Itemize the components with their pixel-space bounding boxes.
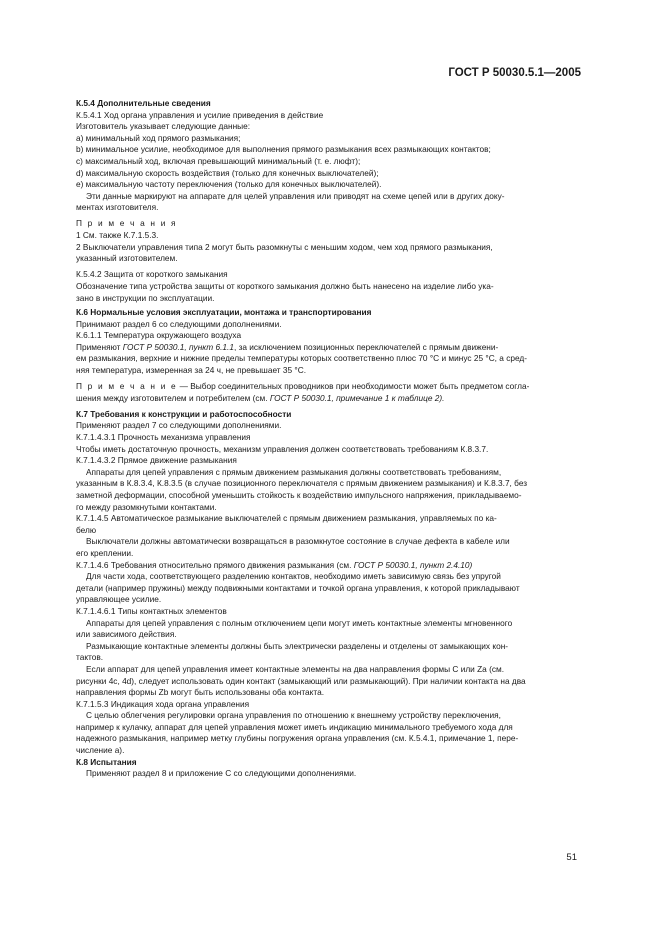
paragraph [76,618,582,641]
text-line: например к кулачку, аппарат для цепей управления может иметь индикацию минимального требуемого хода для [76,721,513,732]
text-line [76,342,498,352]
text-line: указанным в К.8.3.4, К.8.3.5 (в случае позиционного переключателя с прямым движением размыкания) и К.8.3.7, без [76,478,528,489]
text-line: его креплении. [76,547,134,558]
text-line: белю [76,524,97,535]
text-line: ем размыкания, верхние и нижние пределы температуры которых соответственно плюс 70 °С и минус 25 °С, а сред- [76,353,528,364]
subsection-k71431: К.7.1.4.3.1 Прочность механизма управления [76,432,251,443]
paragraph [76,641,582,664]
text-line: Обозначение типа устройства защиты от короткого замыкания должно быть нанесено на изделие либо ука- [76,280,494,291]
text-line: числение а). [76,745,125,756]
paragraph: Применяют раздел 7 со следующими дополнениями. [76,420,282,431]
document-body [76,98,582,780]
subsection-k7146 [76,560,582,572]
paragraph: Принимают раздел 6 со следующими дополнениями. [76,318,282,329]
text-run: , за исключением позиционных переключателей с прямым движени- [233,341,499,352]
paragraph: Чтобы иметь достаточную прочность, механизм управления должен соответствовать требованиям К.8.3.7. [76,443,489,454]
list-item-e: e) максимальную частоту переключения (только для конечных выключателей). [76,179,382,190]
text-line: Размыкающие контактные элементы должны быть электрически разделены и отделены от замыкающих кон- [86,640,509,651]
note [76,381,582,404]
paragraph [76,664,582,699]
text-line [76,393,444,403]
paragraph [76,536,582,559]
subsection-k7145 [76,513,582,536]
text-line: Выключатели должны автоматически возвращаться в разомкнутое состояние в случае дефекта в кабеле или [86,536,510,547]
subsection-k541: К.5.4.1 Ход органа управления и усилие приведения в действие [76,109,324,120]
subsection-k71432: К.7.1.4.3.2 Прямое движение размыкания [76,455,237,466]
text-line: зано в инструкции по эксплуатации. [76,292,215,303]
paragraph [76,191,582,214]
text-line: К.7.1.4.5 Автоматическое размыкание выключателей с прямым движением размыкания, управляемых по ка- [76,513,497,524]
text-line: указанный изготовителем. [76,253,178,264]
list-item-c: c) максимальный ход, включая превышающий минимальный (т. е. люфт); [76,155,361,166]
paragraph [76,710,582,756]
text-line: няя температура, измеренная за 24 ч, не превышает 35 °С. [76,365,307,376]
text-run: К.7.1.4.6 Требования относительно прямого движения размыкания (см. [76,559,354,570]
subsection-k611: К.6.1.1 Температура окружающего воздуха [76,330,242,341]
subsection-k7153: К.7.1.5.3 Индикация хода органа управления [76,698,250,709]
text-line: детали (например пружины) между подвижными контактами и точкой органа управления, к которой прикладывают [76,582,520,593]
list-item-d: d) максимальную скорость воздействия (только для конечных выключателей); [76,167,379,178]
text-line: го между разомкнутыми контактами. [76,501,217,512]
subsection-k71461: К.7.1.4.6.1 Типы контактных элементов [76,605,227,616]
text-line: управляющее усилие. [76,594,162,605]
section-heading-k8: К.8 Испытания [76,756,137,767]
paragraph [76,342,582,377]
paragraph: Изготовитель указывает следующие данные: [76,121,251,132]
text-run: — Выбор соединительных проводников при необходимости может быть предметом согла- [177,381,530,392]
reference-text: ГОСТ Р 50030.1, примечание 1 к таблице 2). [269,392,445,403]
text-line: надежного размыкания, например метку глубины погружения органа управления (см. К.5.4.1, примечание 1, пере- [76,733,519,744]
text-line: Для части хода, соответствующего разделению контактов, необходимо иметь зависимую связь без упругой [86,571,501,582]
text-line: тактов. [76,652,104,663]
note-1: 1 См. также К.7.1.5.3. [76,230,159,241]
page-number: 51 [566,852,577,863]
text-line: 2 Выключатели управления типа 2 могут быть разомкнуты с меньшим ходом, чем ход прямого размыкания, [76,241,493,252]
text-line: Аппараты для цепей управления с прямым движением размыкания должны соответствовать требованиям, [86,466,502,477]
section-heading-k6: К.6 Нормальные условия эксплуатации, монтажа и транспортирования [76,307,372,318]
text-line: ментах изготовителя. [76,202,159,213]
text-line [76,381,529,391]
note-2 [76,242,582,265]
paragraph [76,281,582,304]
text-line: рисунки 4с, 4d), следует использовать один контакт (замыкающий или размыкающий). При наличии контакта на два [76,675,526,686]
document-code-header: ГОСТ Р 50030.5.1—2005 [448,67,581,79]
text-line: Аппараты для цепей управления с полным отключением цепи могут иметь контактные элементы мгновенного [86,617,513,628]
paragraph [76,467,582,513]
notes-heading: П р и м е ч а н и я [76,218,178,229]
list-item-b: b) минимальное усилие, необходимое для выполнения прямого размыкания всех размыкающих контактов; [76,144,491,155]
note-label: П р и м е ч а н и е [76,381,178,392]
paragraph [76,571,582,606]
list-item-a: а) минимальный ход прямого размыкания; [76,132,241,143]
subsection-k542: К.5.4.2 Защита от короткого замыкания [76,269,228,280]
text-line: Эти данные маркируют на аппарате для целей управления или приводят на схеме цепей или в других доку- [86,190,505,201]
section-heading-k7: К.7 Требования к конструкции и работоспособности [76,408,292,419]
text-run: Применяют [76,341,123,352]
paragraph: Применяют раздел 8 и приложение С со следующими дополнениями. [86,768,357,779]
reference-text: ГОСТ Р 50030.1, пункт 2.4.10) [353,559,473,570]
reference-link-text: ГОСТ Р 50030.1, пункт 6.1.1 [122,341,234,352]
text-line: или зависимого действия. [76,629,177,640]
text-line: направления формы Zb могут быть использованы оба контакта. [76,687,325,698]
section-heading-k54: К.5.4 Дополнительные сведения [76,98,211,108]
text-run: шения между изготовителем и потребителем (см. [76,392,270,403]
text-line: С целью облегчения регулировки органа управления по отношению к внешнему устройству переключения, [86,710,501,721]
text-line: Если аппарат для цепей управления имеет контактные элементы на два направления формы С или Za (см. [86,663,505,674]
text-line: заметной деформации, способной уменьшить стойкость к воздействию импульсного напряжения, прикладываемо- [76,490,522,500]
